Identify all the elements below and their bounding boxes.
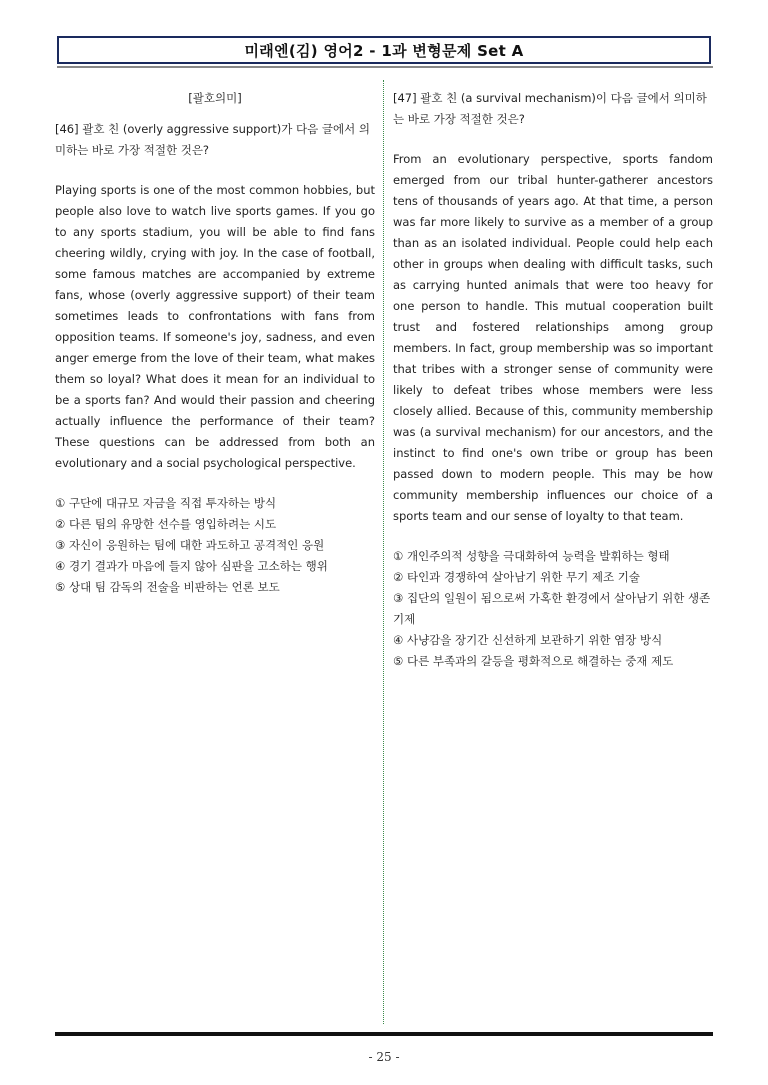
answer-choice: ⑤ 상대 팀 감독의 전술을 비판하는 언론 보도 — [55, 580, 280, 594]
right-column — [393, 88, 713, 672]
section-label: [괄호의미] — [188, 91, 242, 105]
page-header — [57, 36, 711, 64]
answer-choice: ③ 집단의 일원이 됨으로써 가혹한 환경에서 살아남기 위한 생존 기제 — [393, 591, 711, 626]
answer-choice: ① 개인주의적 성향을 극대화하여 능력을 발휘하는 형태 — [393, 549, 670, 563]
column-divider — [383, 80, 384, 1024]
question-46-passage: Playing sports is one of the most common hobbies, but people also love to watch live sports games. If you go to any sports stadium, you will be able to find fans cheering wildly, crying with joy. In the case of football, some famous matches are accompanied by extreme fans, whose (overly aggressive support) of their team sometimes leads to confrontations with fans from opposition teams. If someone's joy, sadness, and even anger emerge from the love of their team, what makes them so loyal? What does it mean for an individual to be a sports fan? And would their passion and cheering actually influence the performance of their team? These questions can be addressed from both an evolutionary and a social psychological perspective. — [55, 183, 375, 470]
page-number: - 25 - — [368, 1050, 400, 1064]
question-47-passage: From an evolutionary perspective, sports fandom emerged from our tribal hunter-gatherer ancestors tens of thousands of years ago. At that time, a person was far more likely to survive as a member of a group than as an isolated individual. People could help each other in groups when dealing with difficult tasks, such as carrying hunted animals that were too heavy for one person to handle. This mutual cooperation built trust and fostered relationships among group members. In fact, group membership was so important that tribes with a stronger sense of community were likely to defeat tribes whose members were less closely allied. Because of this, community membership was (a survival mechanism) for our ancestors, and the instinct to find one's own tribe or group has been passed down to modern people. This may be how community membership influences our choice of a sports team and our sense of loyalty to that team. — [393, 152, 713, 523]
answer-choice: ④ 사냥감을 장기간 신선하게 보관하기 위한 염장 방식 — [393, 633, 663, 647]
question-46-stem: [46] 괄호 친 (overly aggressive support)가 다음 글에서 의미하는 바로 가장 적절한 것은? — [55, 122, 370, 157]
question-47-choices — [393, 546, 713, 672]
header-divider — [57, 66, 713, 68]
page-title: 미래엔(김) 영어2 - 1과 변형문제 Set A — [244, 41, 524, 60]
answer-choice: ⑤ 다른 부족과의 갈등을 평화적으로 해결하는 중재 제도 — [393, 654, 674, 668]
answer-choice: ① 구단에 대규모 자금을 직접 투자하는 방식 — [55, 496, 277, 510]
answer-choice: ② 타인과 경쟁하여 살아남기 위한 무기 제조 기술 — [393, 570, 640, 584]
left-column — [55, 88, 375, 598]
question-46-choices — [55, 493, 375, 598]
footer-divider — [55, 1032, 713, 1036]
question-47-stem: [47] 괄호 친 (a survival mechanism)이 다음 글에서 의미하는 바로 가장 적절한 것은? — [393, 91, 707, 126]
answer-choice: ② 다른 팀의 유망한 선수를 영입하려는 시도 — [55, 517, 277, 531]
answer-choice: ④ 경기 결과가 마음에 들지 않아 심판을 고소하는 행위 — [55, 559, 328, 573]
answer-choice: ③ 자신이 응원하는 팀에 대한 과도하고 공격적인 응원 — [55, 538, 325, 552]
